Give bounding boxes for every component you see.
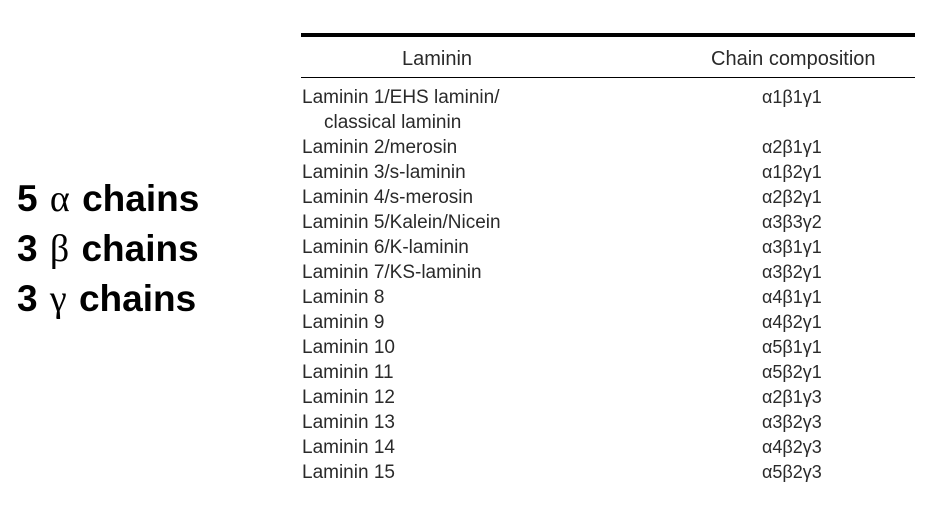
- laminin-name-text: Laminin 15: [302, 462, 395, 483]
- laminin-name: [302, 410, 395, 435]
- alpha-chains-line: [17, 174, 199, 224]
- laminin-name-text: Laminin 11: [302, 362, 394, 383]
- laminin-name-continuation: classical laminin: [324, 112, 462, 133]
- chain-composition: α2β2γ1: [762, 187, 822, 207]
- laminin-name-text: Laminin 5/Kalein/Nicein: [302, 212, 501, 233]
- chain-composition: α5β2γ3: [762, 462, 822, 482]
- chain-composition: α4β2γ1: [762, 312, 822, 332]
- table-row: [301, 160, 915, 185]
- alpha-label: chains: [82, 178, 200, 219]
- table-body: [301, 78, 915, 485]
- table-row: [301, 460, 915, 485]
- table-row: [301, 285, 915, 310]
- beta-count: 3: [17, 228, 38, 269]
- gamma-chains-line: [17, 274, 199, 324]
- beta-label: chains: [81, 228, 199, 269]
- laminin-name-text: Laminin 9: [302, 312, 385, 333]
- laminin-name-text: Laminin 12: [302, 387, 395, 408]
- chain-composition: α2β1γ1: [762, 137, 822, 157]
- chain-composition: α4β2γ3: [762, 437, 822, 457]
- chain-composition: α2β1γ3: [762, 387, 822, 407]
- laminin-name-text: Laminin 2/merosin: [302, 137, 458, 158]
- gamma-label: chains: [78, 278, 197, 319]
- table-row: [301, 260, 915, 285]
- laminin-name-text: Laminin 4/s-merosin: [302, 187, 474, 208]
- table-row: [301, 210, 915, 235]
- alpha-count: 5: [17, 178, 38, 219]
- table-row: [301, 335, 915, 360]
- laminin-name: [302, 335, 395, 360]
- table-header: [301, 37, 915, 77]
- laminin-table: [301, 33, 915, 485]
- laminin-name: [302, 210, 501, 235]
- table-row: [301, 235, 915, 260]
- laminin-name-text: Laminin 14: [302, 437, 395, 458]
- header-laminin: Laminin: [402, 48, 473, 70]
- chain-composition: α5β1γ1: [762, 337, 822, 357]
- chain-composition: α3β2γ1: [762, 262, 822, 282]
- laminin-name: [302, 185, 473, 210]
- chain-composition: α5β2γ1: [762, 362, 822, 382]
- laminin-name-text: Laminin 3/s-laminin: [302, 162, 466, 183]
- header-chain-composition: Chain composition: [711, 48, 876, 70]
- chain-composition: α1β1γ1: [762, 87, 822, 107]
- laminin-name-text: Laminin 8: [302, 287, 385, 308]
- chain-composition: α4β1γ1: [762, 287, 822, 307]
- chain-composition: α3β2γ3: [762, 412, 822, 432]
- laminin-name: [302, 135, 457, 160]
- laminin-name-text: Laminin 7/KS-laminin: [302, 262, 482, 283]
- laminin-name: [302, 85, 499, 135]
- laminin-name-text: Laminin 1/EHS laminin/: [302, 87, 500, 108]
- laminin-name-text: Laminin 6/K-laminin: [302, 237, 469, 258]
- table-row: [301, 410, 915, 435]
- laminin-name: [302, 285, 384, 310]
- laminin-name: [302, 435, 395, 460]
- beta-symbol: β: [49, 228, 70, 270]
- gamma-count: 3: [17, 278, 38, 319]
- gamma-symbol: γ: [49, 278, 67, 320]
- table-row: [301, 435, 915, 460]
- laminin-name: [302, 235, 469, 260]
- beta-chains-line: [17, 224, 199, 274]
- laminin-name-text: Laminin 13: [302, 412, 395, 433]
- laminin-name: [302, 385, 395, 410]
- chain-composition: α3β1γ1: [762, 237, 822, 257]
- laminin-name: [302, 460, 395, 485]
- table-row: [301, 360, 915, 385]
- table-row: [301, 135, 915, 160]
- alpha-symbol: α: [49, 178, 70, 220]
- chain-composition: α1β2γ1: [762, 162, 822, 182]
- chain-summary: [17, 174, 199, 324]
- table-row: [301, 310, 915, 335]
- laminin-name: [302, 310, 384, 335]
- table-row: [301, 85, 915, 135]
- table-row: [301, 185, 915, 210]
- laminin-name-text: Laminin 10: [302, 337, 395, 358]
- laminin-name: [302, 260, 482, 285]
- chain-composition: α3β3γ2: [762, 212, 822, 232]
- laminin-name: [302, 160, 466, 185]
- table-row: [301, 385, 915, 410]
- laminin-name: [302, 360, 394, 385]
